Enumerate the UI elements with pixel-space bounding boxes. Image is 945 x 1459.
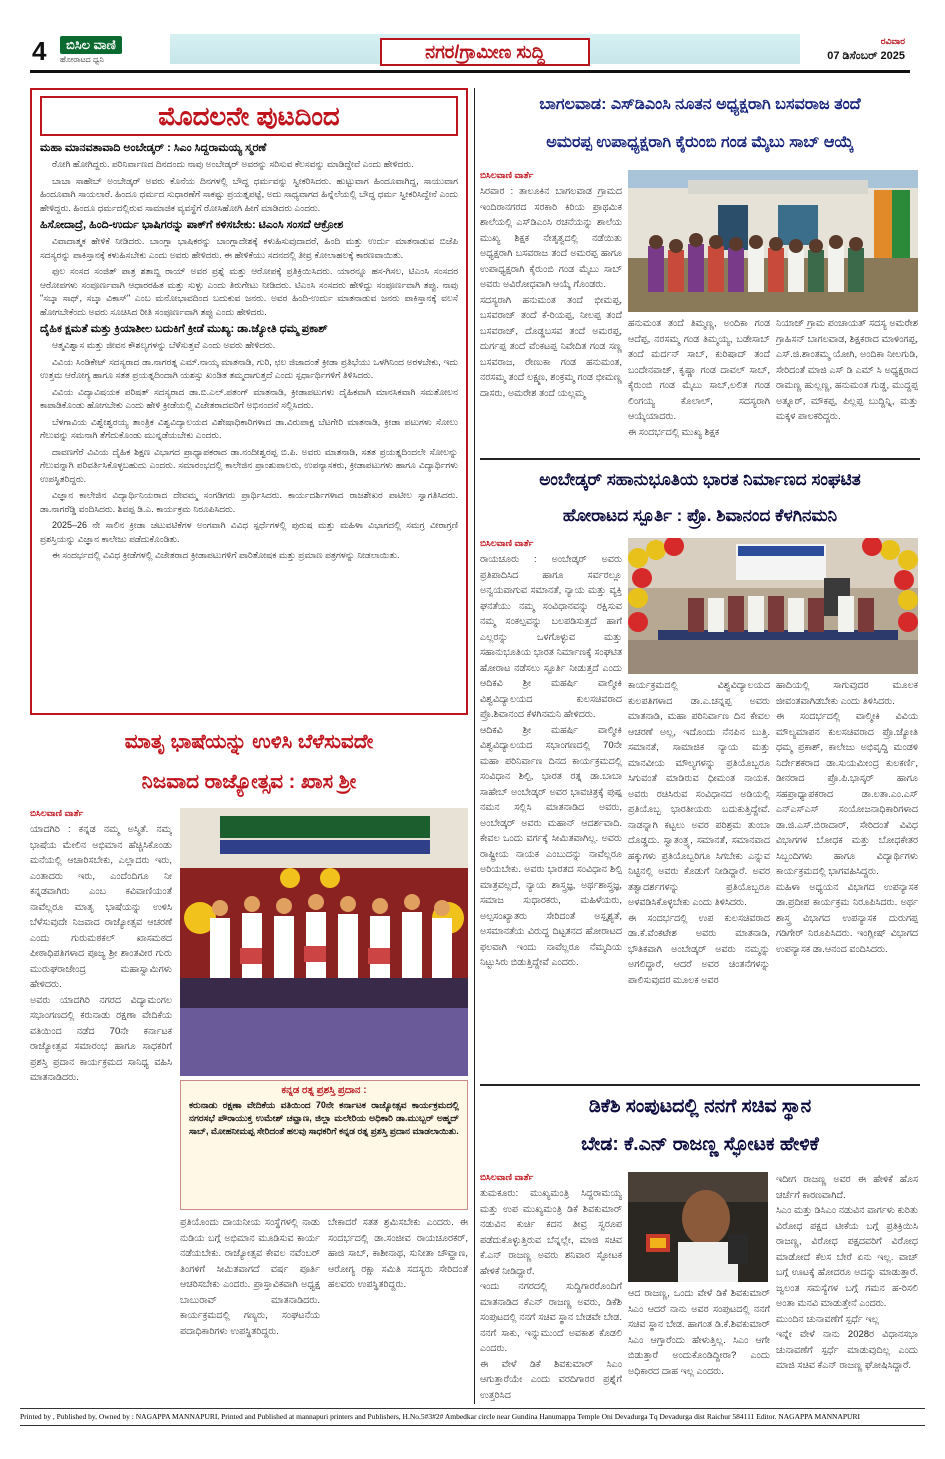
lead-paragraph: 2025–26 ನೇ ಸಾಲಿನ ಕ್ರೀಡಾ ಚಟುವಟಿಕೆಗಳ ಅಂಗವಾಗಿ ವಿವಿಧ ಸ್ಪರ್ಧೆಗಳಲ್ಲಿ ಪುರುಷ ಮತ್ತು ಮಹಿಳಾ ವಿಭಾಗದಲ್ಲಿ ಸಮಗ್ರ ವೀರಾಗ್ರಣಿ ಪ್ರಶಸ್ತಿಯನ್ನು ವಿಜ್ಞಾನ ಕಾಲೇಜು ಪಡೆದುಕೊಂಡಿತು. xyxy=(40,520,458,544)
bagalwad-title-1: ಬಾಗಲವಾಡ: ಎಸ್‌ಡಿಎಂಸಿ ನೂತನ ಅಧ್ಯಕ್ಷರಾಗಿ ಬಸವರಾಜ ತಂದೆ xyxy=(539,96,861,113)
mother-tongue-col-1 xyxy=(30,808,172,1404)
lead-paragraph: ವಿಜ್ಞಾನ ಕಾಲೇಜಿನ ವಿದ್ಯಾರ್ಥಿನಿಯರಾದ ದೇವಮ್ಮ ಸಂಗಡಿಗರು ಪ್ರಾರ್ಥಿಸಿದರು. ಕಾರ್ಯದರ್ಶಿಗಳಾದ ರಾಜಶೇಖರ ಪಾಟೀಲ ಸ್ವಾಗತಿಸಿದರು. ಡಾ.ನಾಗರೆಡ್ಡಿ ವಂದಿಸಿದರು. ಶಿವಪ್ಪ ಡಿ.ಎ. ಕಾರ್ಯಕ್ರಮ ನಿರೂಪಿಸಿದರು. xyxy=(40,490,458,514)
article-text: ಬೇಕಾದರೆ ಸತತ ಶ್ರಮಿಸಬೇಕು ಎಂದರು. ಈ ಸಂದರ್ಭದಲ್ಲಿ ಡಾ.ಸಂಜೀವ ರಾಯಚೂರಕರ್, ಹಾಜಿ ಸಾಬ್, ಕಾಶೀನಾಥ, ಸುನೀತಾ ಚೌವ್ಹಾಣ, ಆರೋಗ್ಯ ರಕ್ಷಾ ಸಮಿತಿ ಸದಸ್ಯರು ಸೇರಿದಂತೆ ಹಲವರು ಉಪಸ್ಥಿತರಿದ್ದರು. xyxy=(328,1217,468,1290)
award-caption-title: ಕನ್ನಡ ರತ್ನ ಪ್ರಶಸ್ತಿ ಪ್ರದಾನ : xyxy=(281,1085,367,1096)
news-tag: ಬಿಸಿಲವಾಣಿ ವಾರ್ತೆ xyxy=(30,808,84,818)
article-text: ಪ್ರತಿಯೊಂದು ದಾಯನೀಯ ಸಂಸ್ಥೆಗಳಲ್ಲಿ ನಾಡು ನುಡಿಯ ಬಗ್ಗೆ ಅಭಿಮಾನ ಮೂಡಿಸುವ ಕಾರ್ಯ ನಡೆಯಬೇಕು. ರಾಜ್ಯೋತ್ಸವ ಕೇವಲ ನವೆಂಬರ್ ತಿಂಗಳಿಗೆ ಸೀಮಿತವಾಗದೆ ವರ್ಷ ಪೂರ್ತಿ ಆಚರಿಸಬೇಕು ಎಂದರು. ಪ್ರಾಸ್ತಾವಿಕವಾಗಿ ಅಧ್ಯಕ್ಷ ಬಾಬುರಾವ್ ಮಾತನಾಡಿದರು. ಕಾರ್ಯಕ್ರಮದಲ್ಲಿ ಗಣ್ಯರು, ಸಂಘಟನೆಯ ಪದಾಧಿಕಾರಿಗಳು ಉಪಸ್ಥಿತರಿದ್ದರು. xyxy=(180,1217,320,1337)
article-text: ರಾಯಚೂರು : ಅಂಬೇಡ್ಕರ್ ಅವರು ಪ್ರತಿಪಾದಿಸಿದ ಹಾಗೂ ಸರ್ವರಲ್ಲೂ ಅನ್ವಯವಾಗುವ ಸಮಾನತೆ, ನ್ಯಾಯ ಮತ್ತು ವ್ಯಕ್ತಿ ಘನತೆಯು ನಮ್ಮ ಸಂವಿಧಾನವನ್ನು ರಕ್ಷಿಸುವ ನಮ್ಮ ಸಂಕಲ್ಪವನ್ನು ಬಲಪಡಿಸುತ್ತದೆ ಹಾಗೆ ಎಲ್ಲರನ್ನು ಒಳಗೊಳ್ಳುವ ಮತ್ತು ಸಹಾನುಭೂತಿಯ ಭಾರತ ನಿರ್ಮಾಣಕ್ಕೆ ಸಂಘಟಿತ ಹೋರಾಟ ನಡೆಸಲು ಸ್ಫೂರ್ತಿ ನೀಡುತ್ತದೆ ಎಂದು ಆದಿಕವಿ ಶ್ರೀ ಮಹರ್ಷಿ ವಾಲ್ಮೀಕಿ ವಿಶ್ವವಿದ್ಯಾಲಯದ ಕುಲಸಚಿವರಾದ ಪ್ರೊ.ಶಿವಾನಂದ ಕೆಳಗಿನಮನಿ ಹೇಳಿದರು. ಆದಿಕವಿ ಶ್ರೀ ಮಹರ್ಷಿ ವಾಲ್ಮೀಕಿ ವಿಶ್ವವಿದ್ಯಾಲಯದ ಸಭಾಂಗಣದಲ್ಲಿ 70ನೇ ಮಹಾ ಪರಿನಿರ್ವಾಣ ದಿನದ ಕಾರ್ಯಕ್ರಮದಲ್ಲಿ ಸಂವಿಧಾನ ಶಿಲ್ಪಿ, ಭಾರತ ರತ್ನ ಡಾ.ಬಾಬಾ ಸಾಹೇಬ್ ಅಂಬೇಡ್ಕರ್ ಅವರ ಭಾವಚಿತ್ರಕ್ಕೆ ಪುಷ್ಪ ನಮನ ಸಲ್ಲಿಸಿ ಮಾತನಾಡಿದ ಅವರು, ಅಂಬೇಡ್ಕರ್ ಅವರು ಮಹಾನ್ ಆದರ್ಶವಾದಿ. ಕೇವಲ ಒಂದು ವರ್ಗಕ್ಕೆ ಸೀಮಿತವಾಗಿಲ್ಲ. ಅವರು ರಾಷ್ಟ್ರೀಯ ನಾಯಕ ಎಂಬುದನ್ನು ನಾವೆಲ್ಲರೂ ಅರಿಯಬೇಕು. ಅವರು ಭಾರತದ ಸಂವಿಧಾನ ಶಿಲ್ಪಿ ಮಾತ್ರವಲ್ಲದೆ, ನ್ಯಾಯ ಶಾಸ್ತ್ರಜ್ಞ, ಅರ್ಥಶಾಸ್ತ್ರಜ್ಞ, ಸಮಾಜ ಸುಧಾರಕರು, ಮಹಿಳೆಯರು, ಅಲ್ಪಸಂಖ್ಯಾತರು ಸೇರಿದಂತೆ ಅಸ್ಪೃಶ್ಯತೆ, ಅಸಮಾನತೆಯ ವಿರುದ್ಧ ದಿಟ್ಟತನದ ಹೋರಾಟದ ಫಲವಾಗಿ ಇಂದು ನಾವೆಲ್ಲರೂ ನೆಮ್ಮದಿಯ ನಿಟ್ಟುಸಿರು ಬಿಡುತ್ತಿದ್ದೇವೆ ಎಂದರು. xyxy=(480,554,622,968)
lead-paragraph: ವಿವಿಯ ಸಿಂಡಿಕೇಟ್ ಸದಸ್ಯರಾದ ಡಾ.ನಾಗರತ್ನ ಎಮ್.ನಾಯ್ಕ ಮಾತನಾಡಿ, ಗುರಿ, ಛಲ ಜಿಜಾದಂತೆ ಕ್ರೀಡಾ ಪ್ರತಿಭೆಯು ಒಳಗಿನಿಂದ ಅರಳಬೇಕು, ಇದು ಉತ್ತಮ ಆರೋಗ್ಯ ಹಾಗೂ ಸತತ ಪ್ರಯತ್ನದಿಂದಾಗಿ ಯಶಸ್ಸು ಖಂಡಿತ ತಮ್ಮದಾಗುತ್ತದೆ ಎಂದು ಸ್ಪರ್ಧಾರ್ಥಿಗಳಿಗೆ ತಿಳಿಸಿದರು. xyxy=(40,356,458,380)
mother-tongue-col-2 xyxy=(180,1215,320,1405)
news-tag: ಬಿಸಿಲವಾಣಿ ವಾರ್ತೆ xyxy=(480,538,534,548)
ambedkar-col-1 xyxy=(480,538,622,1080)
section-divider xyxy=(480,458,920,460)
article-text: ಇದೀಗ ರಾಜಣ್ಣ ಅವರ ಈ ಹೇಳಿಕೆ ಹೊಸ ಚರ್ಚೆಗೆ ಕಾರಣವಾಗಿದೆ. ಸಿಎಂ ಮತ್ತು ಡಿಸಿಎಂ ನಡುವಿನ ವಾರ್ಗಳು ಕುರಿತು ವಿರೋಧ ಪಕ್ಷದ ಟೀಕೆಯ ಬಗ್ಗೆ ಪ್ರತಿಕ್ರಿಯಿಸಿ ರಾಜಣ್ಣ, ವಿರೋಧ ಪಕ್ಷದವರಿಗೆ ವಿರೋಧ ಮಾಡೋದೆ ಕೆಲಸ ಬೇರೆ ಏನು ಇಲ್ಲ. ವಾಚ್ ಬಗ್ಗೆ ಊಟಕ್ಕೆ ಹೋದರೂ ಅದನ್ನು ಮಾಡುತ್ತಾರೆ. ಜ್ವಲಂತ ಸಮಸ್ಯೆಗಳ ಬಗ್ಗೆ ಗಮನ ಹ-ರಿಸಲಿ ಅಂತಾ ಮನವಿ ಮಾಡುತ್ತೇನೆ ಎಂದರು. ಮುಂದಿನ ಚುನಾವಣೆಗೆ ಸ್ಪರ್ಧೆ ಇಲ್ಲ ಇನ್ನೇ ವೇಳೆ ನಾನು 2028ರ ವಿಧಾನಸಭಾ ಚುನಾವಣೆಗೆ ಸ್ಪರ್ಧೆ ಮಾಡುವುದಿಲ್ಲ ಎಂದು ಮಾಜಿ ಸಚಿವ ಕೆಎನ್ ರಾಜಣ್ಣ ಘೋಷಿಸಿದ್ದಾರೆ. xyxy=(776,1174,918,1371)
dks-col-2 xyxy=(628,1286,770,1406)
news-tag: ಬಿಸಿಲವಾಣಿ ವಾರ್ತೆ xyxy=(480,170,534,180)
dks-col-3 xyxy=(776,1172,918,1406)
section-divider xyxy=(480,1084,920,1086)
rajyotsava-photo xyxy=(180,808,468,1076)
article-text: ಹನುಮಂತ ತಂದೆ ತಿಮ್ಮಣ್ಣ, ಅಂದಿಕಾ ಗಂಡ ಆದೆಪ್ಪ, ನರಸಮ್ಮ ಗಂಡ ತಿಮ್ಮಯ್ಯ, ಬಡೇಸಾಬ್ ತಂದೆ ಮರ್ದನ್ ಸಾಬ್, ಕುರಿಷಾದ್ ತಂದೆ ಬಂದೇನವಾಜ್, ಕೃಷ್ಣಾ ಗಂಡ ದಾವಲ್ ಸಾಬ್, ಕೈರುಂಬಿ ಗಂಡ ಮೈಬು ಸಾಬ್,ಲಲಿತ ಗಂಡ ಲಿಂಗಯ್ಯ ಕೊಲಾಲ್, ಸದಸ್ಯರಾಗಿ ಆಯ್ಕೆಯಾದರು. ಈ ಸಂದರ್ಭದಲ್ಲಿ ಮುಖ್ಯ ಶಿಕ್ಷಕ xyxy=(628,318,770,438)
dks-title-2: ಬೇಡ: ಕೆ.ಎನ್ ರಾಜಣ್ಣ ಸ್ಫೋಟಕ ಹೇಳಿಕೆ xyxy=(581,1134,819,1155)
mother-tongue-headline xyxy=(30,722,468,804)
bagalwad-title-2: ಅಮರಪ್ಪ ಉಪಾಧ್ಯಕ್ಷರಾಗಿ ಕೈರುಂಬಿ ಗಂಡ ಮೈಬು ಸಾಬ್ ಆಯ್ಕೆ xyxy=(546,134,854,151)
award-caption xyxy=(180,1080,468,1210)
paper-name: ಬಿಸಿಲ ವಾಣಿ xyxy=(60,36,122,54)
column-divider xyxy=(474,88,475,1404)
sdmc-group-photo-image xyxy=(628,170,918,312)
article-text: ಸಿರವಾರ : ತಾಲೂಕಿನ ಬಾಗಲವಾಡ ಗ್ರಾಮದ ಇಂದಿರಾನಗರದ ಸರಕಾರಿ ಕಿರಿಯ ಪ್ರಾಥಮಿಕ ಶಾಲೆಯಲ್ಲಿ ಎಸ್‌ಡಿಎಂಸಿ ರಚನೆಯನ್ನು ಶಾಲೆಯ ಮುಖ್ಯ ಶಿಕ್ಷಕ ನೇತೃತ್ವದಲ್ಲಿ ನಡೆಯಿತು ಅಧ್ಯಕ್ಷರಾಗಿ ಬಸವರಾಜ ತಂದೆ ಅಮರಪ್ಪ ಹಾಗೂ ಉಪಾಧ್ಯಕ್ಷರಾಗಿ ಕೈರುಂಬಿ ಗಂಡ ಮೈಬು ಸಾಬ್ ಅವರು ಅವಿರೋಧವಾಗಿ ಆಯ್ಕೆ ಗೊಂಡರು. ಸದಸ್ಯರಾಗಿ ಹನುಮಂತ ತಂದೆ ಭೀಮಪ್ಪ, ಬಸವರಾಜ್ ತಂದೆ ಕೆ-ರಿಯಪ್ಪ, ನೀಲಪ್ಪ ತಂದೆ ಬಸವರಾಜ್, ದೊಡ್ಡಬಸವ ತಂದೆ ಅಮರಪ್ಪ, ದುರ್ಗಪ್ಪ ತಂದೆ ವೆಂಕಟಪ್ಪ ನಿವೇದಿತ ಗಂಡ ಸಣ್ಣ ಬಸವರಾಜ, ರೇಣುಕಾ ಗಂಡ ಹನುಮಂತ, ನರಸಮ್ಮ ತಂದೆ ಲಕ್ಷ್ಮಣ, ಶಂಕ್ರಮ್ಮ ಗಂಡ ಭೀಮಣ್ಣ ದಾಸರು, ಅಮರೇಶ ತಂದೆ ಯಲ್ಲಮ್ಮ xyxy=(480,186,622,399)
masthead xyxy=(0,0,945,78)
article-text: ಹಾದಿಯಲ್ಲಿ ಸಾಗುವುದರ ಮೂಲಕ ಜೀವಂತವಾಗಿಡಬೇಕು ಎಂದು ತಿಳಿಸಿದರು. ಈ ಸಂದರ್ಭದಲ್ಲಿ ವಾಲ್ಮೀಕಿ ವಿವಿಯ ಮೌಲ್ಯಮಾಪನ ಕುಲಸಚಿವರಾದ ಪ್ರೊ.ಜ್ಯೋತಿ ಧಮ್ಮ ಪ್ರಕಾಶ್, ಕಾಲೇಜು ಅಭಿವೃದ್ಧಿ ಮಂಡಳಿ ನಿರ್ದೇಶಕರಾದ ಡಾ.ಸುಯಮೀಂದ್ರ ಕುಲಕರ್ಣಿ, ಡೀನರಾದ ಪ್ರೊ.ಪಿ.ಭಾಸ್ಕರ್ ಹಾಗೂ ಸಹಪ್ರಾಧ್ಯಾಪಕರಾದ ಡಾ.ಲತಾ.ಎಂ.ಎಸ್ ಎನ್‌ಎಸ್‌ಎಸ್ ಸಂಯೋಜನಾಧಿಕಾರಿಗಳಾದ ಡಾ.ಜಿ.ಎಸ್.ಬಿರಾದಾರ್, ಸೇರಿದಂತೆ ವಿವಿಧ ವಿಭಾಗಗಳ ಬೋಧಕ ಮತ್ತು ಬೋಧಕೇತರ ಸಿಬ್ಬಂದಿಗಳು ಹಾಗೂ ವಿದ್ಯಾರ್ಥಿಗಳು ಕಾರ್ಯಕ್ರಮದಲ್ಲಿ ಭಾಗವಹಿಸಿದ್ದರು. ಮಹಿಳಾ ಅಧ್ಯಯನ ವಿಭಾಗದ ಉಪನ್ಯಾಸಕ ಡಾ.ಪ್ರದೀಪ ಕಾರ್ಯಕ್ರಮ ನಿರೂಪಿಸಿದರು. ಅರ್ಥ ಶಾಸ್ತ್ರ ವಿಭಾಗದ ಉಪನ್ಯಾಸಕ ದುರುಗಪ್ಪ ಗಡಿಗೇರ್ ನಿರೂಪಿಸಿದರು. ಇಂಗ್ಲೀಷ್ ವಿಭಾಗದ ಉಪನ್ಯಾಸಕ ಡಾ.ಆನಂದ ವಂದಿಸಿದರು. xyxy=(776,680,918,955)
article-text: ಯಾದಗಿರಿ : ಕನ್ನಡ ನಮ್ಮ ಅಸ್ಮಿತೆ. ನಮ್ಮ ಭಾಷೆಯ ಮೇಲಿನ ಅಭಿಮಾನ ಹೆಚ್ಚಿಸಿಕೊಂಡು ಮನೆಯಲ್ಲಿ ಆಚಾರಿಸಬೇಕು, ಎಲ್ಲಾದರು ಇರು, ಎಂತಾದರು ಇರು, ಎಂದೆಂದಿಗೂ ನೀ ಕನ್ನಡವಾಗಿರು ಎಂಬ ಕವಿವಾಣಿಯಂತೆ ನಾವೆಲ್ಲರೂ ಮಾತೃ ಭಾಷೆಯನ್ನು ಉಳಿಸಿ ಬೆಳೆಸುವುದೇ ನಿಜವಾದ ರಾಜ್ಯೋತ್ಸವ ಆಚರಣೆ ಎಂದು ಗುರುಮಠಕಲ್ ಖಾಸಮಠದ ಪೀಠಾಧಿಪತಿಗಳಾದ ಪೂಜ್ಯ ಶ್ರೀ ಶಾಂತವೀರ ಗುರು ಮುರುಘರಾಜೇಂದ್ರ ಮಹಾಸ್ವಾಮಿಗಳು ಹೇಳಿದರು. ಅವರು ಯಾದಗಿರಿ ನಗರದ ವಿದ್ಯಾಮಂಗಲ ಸಭಾಂಗಣದಲ್ಲಿ ಕರುನಾಡು ರಕ್ಷಣಾ ವೇದಿಕೆಯ ವತಿಯಿಂದ ನಡೆದ 70ನೇ ಕರ್ನಾಟಕ ರಾಜ್ಯೋತ್ಸವ ಸಮಾರಂಭ ಹಾಗೂ ಸಾಧಕರಿಗೆ ಪ್ರಶಸ್ತಿ ಪ್ರದಾನ ಕಾರ್ಯಕ್ರಮದ ಸಾನಿಧ್ಯ ವಹಿಸಿ ಮಾತನಾಡಿದರು. xyxy=(30,824,172,1083)
section-title: ನಗರ/ಗ್ರಾಮೀಣ ಸುದ್ದಿ xyxy=(380,38,590,66)
sdmc-group-photo xyxy=(628,170,918,312)
lead-paragraph: ದಾವಣಗೆರೆ ವಿವಿಯ ದೈಹಿಕ ಶಿಕ್ಷಣ ವಿಭಾಗದ ಪ್ರಾಧ್ಯಾಪಕರಾದ ಡಾ.ನಂದೀಶ್ವರಪ್ಪ ಬಿ.ಪಿ. ಅವರು ಮಾತನಾಡಿ, ಸತತ ಪ್ರಯತ್ನದಿಂದಲೇ ಸೋಲನ್ನು ಗೆಲುವನ್ನಾಗಿ ಪರಿವರ್ತಿಸಿಕೊಳ್ಳಬಹುದು ಎಂದರು. ಸಮಾರಂಭದಲ್ಲಿ ಕಾಲೇಜಿನ ಪ್ರಾಂಶುಪಾಲರು, ಉಪನ್ಯಾಸಕರು, ಕ್ರೀಡಾಪಟುಗಳು ಹಾಗೂ ವಿದ್ಯಾರ್ಥಿಗಳು ಉಪಸ್ಥಿತರಿದ್ದರು. xyxy=(40,446,458,484)
ambedkar-col-3 xyxy=(776,678,918,1080)
rajanna-photo-image xyxy=(628,1172,768,1282)
article-text: ಕಾರ್ಯಕ್ರಮದಲ್ಲಿ ವಿಶ್ವವಿದ್ಯಾಲಯದ ಕುಲಪತಿಗಳಾದ ಡಾ.ಎ.ಚನ್ನಪ್ಪ ಅವರು ಮಾತನಾಡಿ, ಮಹಾ ಪರಿನಿರ್ವಾಣ ದಿನ ಕೇವಲ ಆಚರಣೆ ಅಲ್ಲ, ಇದೊಂದು ನೆನಪಿನ ಬುತ್ತಿ. ಸಮಾನತೆ, ಸಾಮಾಜಿಕ ನ್ಯಾಯ ಮತ್ತು ಮಾನವೀಯ ಮೌಲ್ಯಗಳನ್ನು ಪ್ರತಿಯೊಬ್ಬರೂ ಸಿಗುವಂತೆ ಮಾಡಿರುವ ಧೀಮಂತ ನಾಯಕ. ಅವರು ರಚಿಸಿರುವ ಸಂವಿಧಾನದ ಅಡಿಯಲ್ಲಿ ಪ್ರತಿಯೊಬ್ಬ ಭಾರತೀಯರು ಬದುಕುತ್ತಿದ್ದೇವೆ. ನಾಡನ್ನಾಗಿ ಕಟ್ಟಲು ಅವರ ಪರಿಶ್ರಮ ತುಂಬಾ ದೊಡ್ಡದು. ಸ್ವಾತಂತ್ರ್ಯ, ಸಮಾನತೆ, ಸಮಾನವಾದ ಹಕ್ಕುಗಳು ಪ್ರತಿಯೊಬ್ಬರಿಗೂ ಸಿಗಬೇಕು ಎನ್ನುವ ನಿಟ್ಟಿನಲ್ಲಿ ಅವರು ಕೊಡುಗೆ ನೀಡಿದ್ದಾರೆ. ಅವರ ತತ್ವಾದರ್ಶಗಳನ್ನು ಪ್ರತಿಯೊಬ್ಬರೂ ಅಳವಡಿಸಿಕೊಳ್ಳಬೇಕು ಎಂದು ತಿಳಿಸಿದರು. ಈ ಸಂದರ್ಭದಲ್ಲಿ ಉಪ ಕುಲಸಚಿವರಾದ ಡಾ.ಕೆ.ವೆಂಕಟೇಶ ಅವರು ಮಾತನಾಡಿ, ಭೌತಿಕವಾಗಿ ಅಂಬೇಡ್ಕರ್ ಅವರು ನಮ್ಮನ್ನು ಅಗಲಿದ್ದಾರೆ, ಆದರೆ ಅವರ ಚಿಂತನೆಗಳನ್ನು ಪಾಲಿಸುವುದರ ಮೂಲಕ ಅವರ xyxy=(628,680,770,986)
lead-title: ಮೊದಲನೇ ಪುಟದಿಂದ xyxy=(40,96,458,136)
article-text: ಆದ ರಾಜಣ್ಣ, ಒಂದು ವೇಳೆ ಡಿಕೆ ಶಿವಕುಮಾರ್ ಸಿಎಂ ಆದರೆ ನಾನು ಅವರ ಸಂಪುಟದಲ್ಲಿ ನನಗೆ ಸಚಿವ ಸ್ಥಾನ ಬೇಡ. ಹಾಗಂತ ಡಿ.ಕೆ.ಶಿವಕುಮಾರ್ ಸಿಎಂ ಆಗ್ತಾರೆಂದು ಹೇಳುತ್ತಿಲ್ಲ. ಸಿಎಂ ಆಗೇ ಬಿಡುತ್ತಾರೆ ಅಂದುಕೊಂಡಿದ್ದೀರಾ? ಎಂದು ಅಧಿಕಾರದ ದಾಹ ಇಲ್ಲ ಎಂದರು. xyxy=(628,1288,770,1377)
article-text: ನಿಯಾಜ್ ಗ್ರಾಮ ಪಂಚಾಯತ್ ಸದಸ್ಯ ಅಮರೇಶ ಗ್ರಾಹಿಸನ್ ಬಾಗಲವಾಡ, ಶಿಕ್ಷಕರಾದ ಮಾಳಿಂಗಪ್ಪ, ಎಸ್.ಜಿ.ಶಾಂತಮ್ಮ ಯೋಗಿ, ಅಂದಿಕಾ ನೀಲಗುಡಿ, ಸೇರಿದಂತೆ ಮಾಜಿ ಎಸ್ ಡಿ ಎಮ್ ಸಿ ಅಧ್ಯಕ್ಷರಾದ ರಾಮಣ್ಣ ಹುಲ್ಲಣ್ಣ, ಹನುಮಂತ ಗುಡ್ಡ, ಮುದ್ದಪ್ಪ ಅತ್ನೂರ್, ಮೌಕಪ್ಪ, ಪಿಲ್ಲಪ್ಪ ಬುದ್ದಿನ್ನಿ, ಮತ್ತು ಮಕ್ಕಳ ಪಾಲಕರಿದ್ದರು. xyxy=(776,318,918,422)
lead-subhead-2: ಹಿಸೋದಾದ್ರೆ, ಹಿಂದಿ-ಉರ್ದು ಭಾಷಿಗರನ್ನು ಪಾಕ್‌ಗೆ ಕಳಿಸಬೇಕು: ಟಿಎಂಸಿ ಸಂಸದೆ ಆಕ್ರೋಶ xyxy=(40,219,344,231)
bagalwad-col-1 xyxy=(480,170,622,440)
issue-day: ರವಿವಾರ xyxy=(880,36,905,46)
lead-paragraph: ಈ ಸಂದರ್ಭದಲ್ಲಿ ವಿವಿಧ ಕ್ರೀಡೆಗಳಲ್ಲಿ ವಿಜೇತರಾದ ಕ್ರೀಡಾಪಟುಗಳಿಗೆ ಪಾರಿತೋಷಕ ಮತ್ತು ಪ್ರಮಾಣ ಪತ್ರಗಳನ್ನು ನೀಡಲಾಯಿತು. xyxy=(52,550,400,560)
lead-article xyxy=(30,88,468,715)
bagalwad-col-3 xyxy=(776,316,918,456)
ambedkar-title-1: ಅಂಬೇಡ್ಕರ್ ಸಹಾನುಭೂತಿಯ ಭಾರತ ನಿರ್ಮಾಣದ ಸಂಘಟಿತ xyxy=(539,470,861,489)
ambedkar-col-2 xyxy=(628,678,770,1080)
article-text: ತುಮಕೂರು: ಮುಖ್ಯಮಂತ್ರಿ ಸಿದ್ದರಾಮಯ್ಯ ಮತ್ತು ಉಪ ಮುಖ್ಯಮಂತ್ರಿ ಡಿಕೆ ಶಿವಕುಮಾರ್ ನಡುವಿನ ಕುರ್ಚಿ ಕದನ ತೀವ್ರ ಸ್ವರೂಪ ಪಡೆದುಕೊಳ್ಳುತ್ತಿರುವ ಬೆನ್ನಲ್ಲೇ, ಮಾಜಿ ಸಚಿವ ಕೆ.ಎನ್ ರಾಜಣ್ಣ ಅವರು ಶನಿವಾರ ಸ್ಫೋಟಕ ಹೇಳಿಕೆ ನೀಡಿದ್ದಾರೆ. ಇಂದು ನಗರದಲ್ಲಿ ಸುದ್ದಿಗಾರರೊಂದಿಗೆ ಮಾತನಾಡಿದ ಕೆಎನ್ ರಾಜಣ್ಣ ಅವರು, ಡಿಕೆಶಿ ಸಂಪುಟದಲ್ಲಿ ನನಗೆ ಸಚಿವ ಸ್ಥಾನ ಬೇಡವೇ ಬೇಡ. ನನಗೆ ಸಾಕು, ಇನ್ನುಮುಂದೆ ಅವಕಾಶ ಕೊಡಲಿ ಎಂದರು. ಈ ವೇಳೆ ಡಿಕೆ ಶಿವಕುಮಾರ್ ಸಿಎಂ ಆಗುತ್ತಾರೆಯೇ ಎಂದು ವರದಿಗಾರರ ಪ್ರಶ್ನೆಗೆ ಉತ್ತರಿಸಿದ xyxy=(480,1188,622,1401)
masthead-rule xyxy=(30,70,910,73)
paper-tagline: ಹೋರಾಟದ ಧ್ವನಿ xyxy=(60,55,104,64)
lead-paragraph: ಆತ್ಮವಿಶ್ವಾಸ ಮತ್ತು ಜೀವನ ಕೌಶಲ್ಯಗಳನ್ನು ಬೆಳೆಸುತ್ತವೆ ಎಂದು ಅವರು ಹೇಳಿದರು. xyxy=(52,340,276,350)
lead-paragraph: ರೋಗಿ ಹೋಗಿದ್ದರು. ಪರಿನಿರ್ವಾಣದ ದಿನದಂದು ನಾವು ಅಂಬೇಡ್ಕರ್ ಅವರನ್ನು ಸರಿಸುವ ಕೆಲಸವನ್ನು ಮಾಡಿದ್ದೇವೆ ಎಂದು ಹೇಳಿದರು. xyxy=(52,159,414,169)
lead-paragraph: ಬಾಬಾ ಸಾಹೇಬ್ ಅಂಬೇಡ್ಕರ್ ಅವರು ಕೊನೆಯ ದಿನಗಳಲ್ಲಿ ಬೌದ್ಧ ಧರ್ಮವನ್ನು ಸ್ವೀಕರಿಸಿದರು. ಹುಟ್ಟುವಾಗ ಹಿಂದೂವಾಗಿದ್ದ, ಸಾಯುವಾಗ ಹಿಂದೂವಾಗಿ ಸಾಯಲಾರೆ. ಹಿಂದೂ ಧರ್ಮದ ಸುಧಾರಣೆಗೆ ಸಾಕಷ್ಟು ಪ್ರಯತ್ನಪಟ್ಟೆ, ಅದು ಸಾಧ್ಯವಾಗದ ಹಿನ್ನೆಲೆಯಲ್ಲಿ ಬೌದ್ಧ ಧರ್ಮ ಸ್ವೀಕರಿಸಿದ್ದೇನೆ ಎಂದು ಹೇಳಿದ್ದರು. ಹಿಂದೂ ಧರ್ಮದಲ್ಲಿರುವ ಸಾಮಾಜಿಕ ವ್ಯವಸ್ಥೆಗೆ ರೋಸಿಹೋಗಿ ಹೀಗೆ ಮಾಡಿದರು ಎಂದರು. xyxy=(40,175,458,213)
dks-col-1 xyxy=(480,1172,622,1406)
lead-body xyxy=(40,142,458,563)
lead-paragraph: ವಿವಾದಾತ್ಮಕ ಹೇಳಿಕೆ ನೀಡಿದರು. ಬಾಂಗ್ಲಾ ಭಾಷಿಕರನ್ನು ಬಾಂಗ್ಲಾದೇಶಕ್ಕೆ ಕಳುಹಿಸುವುದಾದರೆ, ಹಿಂದಿ ಮತ್ತು ಉರ್ದು ಮಾತನಾಡುವ ಬಿಜೆಪಿ ಸದಸ್ಯರನ್ನು ಪಾಕಿಸ್ತಾನಕ್ಕೆ ಕಳುಹಿಸಬೇಕು ಎಂದು ಅವರು ಹೇಳಿದರು. ಈ ಹೇಳಿಕೆಯು ಸದನದಲ್ಲಿ ತೀವ್ರ ಕೋಲಾಹಲಕ್ಕೆ ಕಾರಣವಾಯಿತು. xyxy=(40,236,458,260)
print-imprint: Printed by , Published by, Owned by : NAGAPPA MANNAPURI, Printed and Published at mannapuri printers and Publishers, H.No.5#3#2# Ambedkar circle near Gundina Hanumappa Temple Oni Devadurga Tq Devadurga dist Raichur 584111 Editor. NAGAPPA MANNAPURI xyxy=(20,1408,925,1426)
ambedkar-title-2: ಹೋರಾಟದ ಸ್ಪೂರ್ತಿ : ಪ್ರೊ. ಶಿವಾನಂದ ಕೆಳಗಿನಮನಿ xyxy=(562,506,838,525)
ambedkar-event-photo xyxy=(628,538,918,674)
lead-subhead-3: ದೈಹಿಕ ಕ್ಷಮತೆ ಮತ್ತು ಕ್ರಿಯಾಶೀಲ ಬದುಕಿಗೆ ಕ್ರೀಡೆ ಮುಖ್ಯ: ಡಾ.ಜ್ಯೋತಿ ಧಮ್ಮ ಪ್ರಕಾಶ್ xyxy=(40,323,328,335)
award-caption-text: ಕರುನಾಡು ರಕ್ಷಣಾ ವೇದಿಕೆಯ ವತಿಯಿಂದ 70ನೇ ಕರ್ನಾಟಕ ರಾಜ್ಯೋತ್ಸವ ಕಾರ್ಯಕ್ರಮದಲ್ಲಿ ನಗರಸಭೆ ಪೌರಾಯುಕ್ತ ಉಮೇಶ್ ಚವ್ಹಾಣ, ಜಿಲ್ಲಾ ಮಲೇರಿಯ ಅಧಿಕಾರಿ ಡಾ.ಮುಬ್ಬರ್ ಅಹ್ಮದ್ ಸಾಬ್, ಮೋಹನೀಮಪ್ಪ ಸೇರಿದಂತೆ ಹಲವು ಸಾಧಕರಿಗೆ ಕನ್ನಡ ರತ್ನ ಪ್ರಶಸ್ತಿ ಪ್ರದಾನ ಮಾಡಲಾಯಿತು. xyxy=(189,1100,459,1136)
dks-title-1: ಡಿಕೆಶಿ ಸಂಪುಟದಲ್ಲಿ ನನಗೆ ಸಚಿವ ಸ್ಥಾನ xyxy=(588,1096,812,1117)
mother-tongue-title-2: ನಿಜವಾದ ರಾಜ್ಯೋತ್ಸವ : ಖಾಸ ಶ್ರೀ xyxy=(141,771,357,793)
rajyotsava-photo-image xyxy=(180,808,468,1076)
lead-paragraph: ಫುಲ ಸಂಸದ ಸಂಜಿತ್ ಪಾತ್ರ ಶತಾಬ್ದಿ ರಾಯ್ ಅವರ ಪ್ರಶ್ನೆ ಮತ್ತು ಆರೋಪಕ್ಕೆ ಪ್ರತಿಕ್ರಿಯಿಸಿದರು. ಯಾರನ್ನೂ ಹಸ-ಗಿಸಲ, ಟಿಎಂಸಿ ಸಂಸದರ ಆರೋಪಗಳು ಸಂಪೂರ್ಣವಾಗಿ ಆಧಾರರಹಿತ ಮತ್ತು ಸುಳ್ಳು ಎಂದು ತಿರುಗೇಟು ನೀಡಿದರು. ಟಿಎಂಸಿ ಸಂಸದರು ಹೇಳಿದ್ದು ಸಂಪೂರ್ಣವಾಗಿ ತಪ್ಪು. ನಾವು "ಸಬ್ಕಾ ಸಾಥ್, ಸಬ್ಕಾ ವಿಕಾಸ್" ಎಂಬ ಮನೋಭಾವದಿಂದ ಬದುಕುವ ಜನರು. ಅವರ ಹಿಂದಿ-ಉರ್ದು ಮಾತನಾಡುವ ಜನರು ಪಾಕಿಸ್ತಾನಕ್ಕೆ ವಲಸೆ ಹೋಗಬೇಕೆಂದು ಅವರು ಸೂಚಿಸಿದ ರೀತಿ ಸಂಪೂರ್ಣವಾಗಿ ತಪ್ಪು ಎಂದು ಹೇಳಿದರು. xyxy=(40,266,458,317)
news-tag: ಬಿಸಿಲವಾಣಿ ವಾರ್ತೆ xyxy=(480,1172,534,1182)
lead-paragraph: ಬೆಳಗಾವಿಯ ವಿಶ್ವೇಶ್ವರಯ್ಯ ತಾಂತ್ರಿಕ ವಿಶ್ವವಿದ್ಯಾಲಯದ ವಿಶೇಷಾಧಿಕಾರಿಗಳಾದ ಡಾ.ವಿರುಪಾಕ್ಷ ಬೆಟಗೇರಿ ಮಾತನಾಡಿ, ಕ್ರೀಡಾ ಪಟುಗಳು ಸೋಲು ಗೆಲುವನ್ನು ಸಮನಾಗಿ ತೆಗೆದುಕೊಂಡು ಮುನ್ನಡೆಯಬೇಕು ಎಂದರು. xyxy=(40,416,458,440)
issue-date: 07 ಡಿಸೆಂಬರ್ 2025 xyxy=(827,50,905,62)
bagalwad-col-2 xyxy=(628,316,770,456)
lead-subhead-1: ಮಹಾ ಮಾನವತಾವಾದಿ ಅಂಬೇಡ್ಕರ್ : ಸಿಎಂ ಸಿದ್ದರಾಮಯ್ಯ ಸ್ಮರಣೆ xyxy=(40,142,267,154)
ambedkar-headline xyxy=(480,462,920,534)
page-number: 4 xyxy=(32,36,47,66)
bagalwad-headline xyxy=(480,86,920,164)
lead-paragraph: ವಿವಿಯ ವಿದ್ಯಾವಿಷಯಕ ಪರಿಷತ್ ಸದಸ್ಯರಾದ ಡಾ.ಬಿ.ಎಲ್.ಪತಂಗ್ ಮಾತನಾಡಿ, ಕ್ರೀಡಾಪಟುಗಳು ದೈಹಿಕವಾಗಿ ಮಾನಸಿಕವಾಗಿ ಸಮತೋಲನ ಕಾಪಾಡಿಕೊಂಡು ಹೋಗಬೇಕು ಎಂದು ಹೇಳಿ ಕ್ರೀಡೆಯಲ್ಲಿ ವಿಜೇತರಾದವರಿಗೆ ಅಭಿನಂದನೆ ಸಲ್ಲಿಸಿದರು. xyxy=(40,386,458,410)
mother-tongue-title-1: ಮಾತೃ ಭಾಷೆಯನ್ನು ಉಳಿಸಿ ಬೆಳೆಸುವದೇ xyxy=(124,731,374,753)
rajanna-photo xyxy=(628,1172,768,1282)
mother-tongue-col-3 xyxy=(328,1215,468,1405)
ambedkar-event-photo-image xyxy=(628,538,918,674)
dks-headline xyxy=(480,1088,920,1170)
